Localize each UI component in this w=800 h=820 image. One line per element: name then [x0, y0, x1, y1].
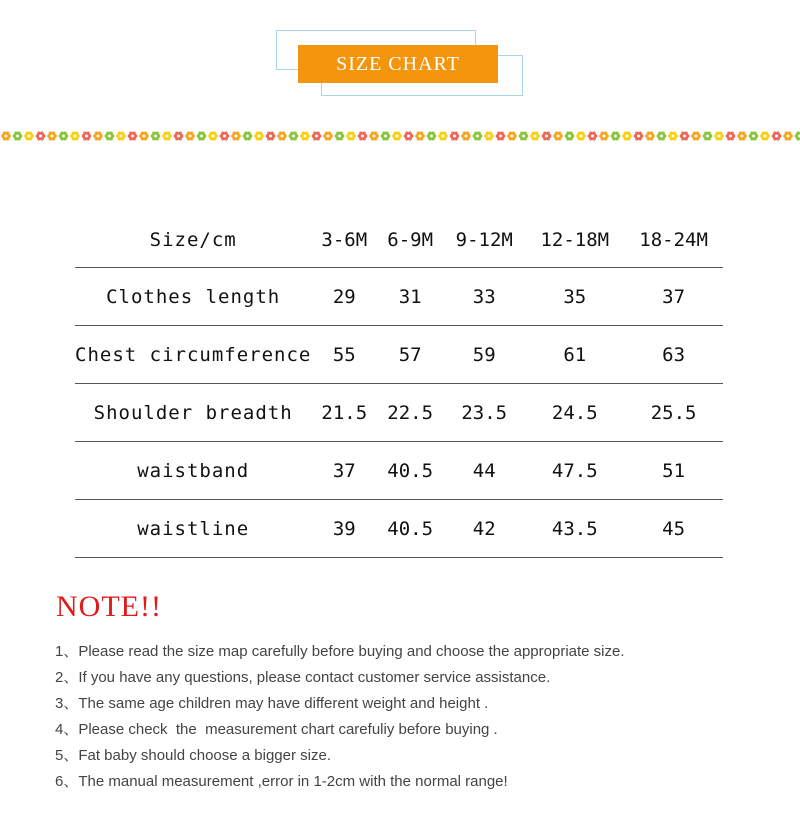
flower-icon — [335, 132, 345, 141]
flower-icon — [473, 132, 483, 141]
table-cell: 44 — [472, 459, 496, 482]
flower-icon — [645, 132, 655, 141]
table-cell: 23.5 — [461, 401, 508, 424]
flower-icon — [1, 132, 11, 141]
table-cell: 37 — [332, 459, 356, 482]
flower-icon — [105, 132, 115, 141]
flower-icon — [93, 132, 103, 141]
flower-icon — [714, 132, 724, 141]
flower-icon — [427, 132, 437, 141]
flower-icon — [254, 132, 264, 141]
flower-icon — [496, 132, 506, 141]
flower-icon — [484, 132, 494, 141]
note-heading: NOTE!! — [56, 590, 162, 623]
flower-icon — [553, 132, 563, 141]
flower-icon — [70, 132, 80, 141]
flower-icon — [772, 132, 782, 141]
flower-icon — [266, 132, 276, 141]
table-cell: 21.5 — [321, 401, 368, 424]
flower-icon — [128, 132, 138, 141]
table-row — [75, 500, 723, 558]
row-label: waistband — [137, 459, 250, 482]
note-item: 1、Please read the size map carefully before buying and choose the appropriate size. — [55, 643, 625, 660]
flower-icon — [300, 132, 310, 141]
flower-icon — [576, 132, 586, 141]
table-cell: 55 — [332, 343, 356, 366]
table-cell: 40.5 — [387, 459, 434, 482]
title-banner — [0, 0, 800, 110]
flower-icon — [657, 132, 667, 141]
flower-icon — [599, 132, 609, 141]
flower-icon — [668, 132, 678, 141]
flower-icon — [507, 132, 517, 141]
flower-icon — [519, 132, 529, 141]
table-row — [75, 384, 723, 442]
flower-icon — [13, 132, 23, 141]
table-cell: 57 — [398, 343, 422, 366]
header-cell: 12-18M — [540, 228, 610, 251]
note-item: 3、The same age children may have different weight and height . — [55, 695, 489, 712]
table-cell: 22.5 — [387, 401, 434, 424]
table-cell: 45 — [662, 517, 686, 540]
flower-icon — [162, 132, 172, 141]
flower-icon — [703, 132, 713, 141]
table-cell: 29 — [332, 285, 356, 308]
table-row — [75, 268, 723, 326]
note-item: 6、The manual measurement ,error in 1-2cm with the normal range! — [55, 773, 508, 790]
flower-icon — [312, 132, 322, 141]
flower-icon — [450, 132, 460, 141]
table-cell: 42 — [472, 517, 496, 540]
table-cell: 25.5 — [650, 401, 697, 424]
flower-icon — [151, 132, 161, 141]
flower-icon — [36, 132, 46, 141]
table-cell: 47.5 — [551, 459, 598, 482]
flower-icon — [542, 132, 552, 141]
flower-icon — [634, 132, 644, 141]
flower-icon — [737, 132, 747, 141]
table-cell: 31 — [398, 285, 422, 308]
flower-icon — [726, 132, 736, 141]
flower-icon — [47, 132, 57, 141]
flower-icon — [611, 132, 621, 141]
header-cell-size: Size/cm — [149, 228, 237, 251]
flower-icon — [392, 132, 402, 141]
flower-icon — [381, 132, 391, 141]
flower-icon — [760, 132, 770, 141]
notes-list — [55, 641, 625, 797]
table-cell: 61 — [563, 343, 587, 366]
flower-icon — [622, 132, 632, 141]
table-cell: 37 — [662, 285, 686, 308]
table-cell: 24.5 — [551, 401, 598, 424]
flower-icon — [438, 132, 448, 141]
table-cell: 51 — [662, 459, 686, 482]
flower-icon — [289, 132, 299, 141]
page-title: SIZE CHART — [298, 45, 498, 83]
flower-icon — [208, 132, 218, 141]
row-label: waistline — [137, 517, 250, 540]
size-chart-table — [75, 212, 723, 558]
table-cell: 43.5 — [551, 517, 598, 540]
table-row — [75, 442, 723, 500]
flower-divider — [0, 128, 800, 144]
flower-icon — [243, 132, 253, 141]
flower-icon — [565, 132, 575, 141]
table-header-row — [75, 212, 723, 268]
header-cell: 3-6M — [321, 228, 368, 251]
table-cell: 33 — [472, 285, 496, 308]
flower-icon — [197, 132, 207, 141]
note-item: 5、Fat baby should choose a bigger size. — [55, 747, 331, 764]
header-cell: 9-12M — [455, 228, 513, 251]
flower-icon — [415, 132, 425, 141]
note-item: 4、Please check the measurement chart carefuliy before buying . — [55, 721, 498, 738]
flower-icon — [185, 132, 195, 141]
flower-icon — [369, 132, 379, 141]
flower-icon — [116, 132, 126, 141]
flower-icon — [680, 132, 690, 141]
row-label: Clothes length — [106, 285, 281, 308]
flower-icon — [59, 132, 69, 141]
flower-icon — [749, 132, 759, 141]
table-cell: 39 — [332, 517, 356, 540]
row-label: Shoulder breadth — [93, 401, 293, 424]
flower-icon — [82, 132, 92, 141]
flower-icon — [404, 132, 414, 141]
flower-icon — [783, 132, 793, 141]
header-cell: 6-9M — [387, 228, 434, 251]
flower-icon — [588, 132, 598, 141]
row-label: Chest circumference — [75, 343, 312, 366]
flower-icon — [323, 132, 333, 141]
flower-icon — [174, 132, 184, 141]
flower-icon — [530, 132, 540, 141]
table-cell: 35 — [563, 285, 587, 308]
table-cell: 40.5 — [387, 517, 434, 540]
flower-icon — [220, 132, 230, 141]
note-item: 2、If you have any questions, please contact customer service assistance. — [55, 669, 551, 686]
table-row — [75, 326, 723, 384]
flower-icon — [231, 132, 241, 141]
flower-icon — [795, 132, 800, 141]
flower-icon — [139, 132, 149, 141]
flower-icon — [358, 132, 368, 141]
flower-icon — [346, 132, 356, 141]
table-cell: 59 — [472, 343, 496, 366]
header-cell: 18-24M — [639, 228, 708, 251]
flower-icon — [461, 132, 471, 141]
table-cell: 63 — [662, 343, 686, 366]
flower-icon — [691, 132, 701, 141]
flower-icon — [277, 132, 287, 141]
flower-icon — [24, 132, 34, 141]
